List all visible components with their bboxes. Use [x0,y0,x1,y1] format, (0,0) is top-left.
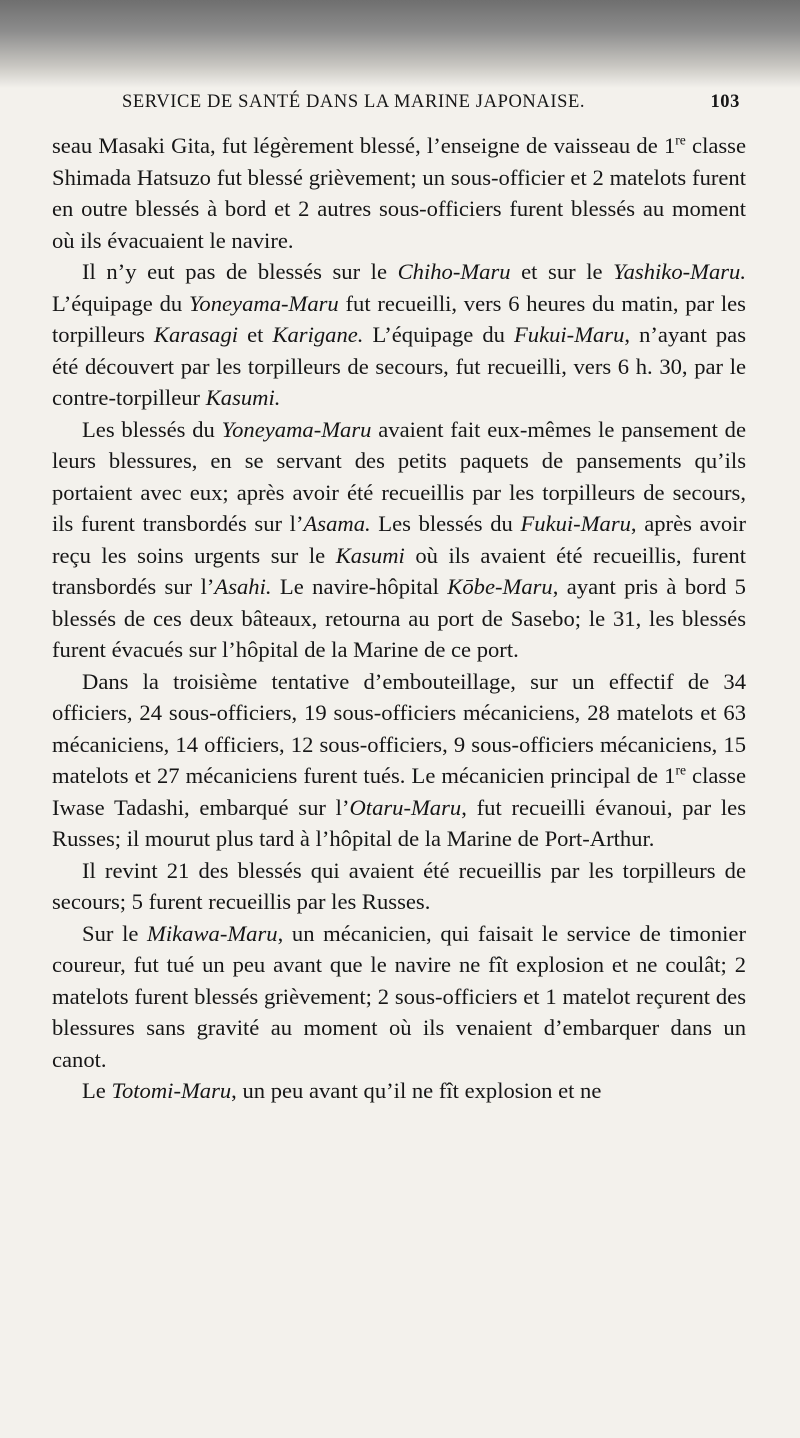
scan-top-band [0,0,800,88]
superscript-ordinal: re [675,762,686,778]
book-page [52,86,746,1107]
ship-name: Totomi-Maru [111,1078,232,1103]
ship-name: Yashiko-Maru. [613,259,746,284]
ship-name: Chiho-Maru [397,259,511,284]
ship-name: Yoneyama-Maru [188,290,339,316]
text-run: Sur le [82,920,148,946]
text-run: Le navire-hôpital [271,574,448,599]
paragraph [52,855,746,918]
page-header [52,86,746,126]
paragraph [52,256,746,414]
ship-name: Kasumi. [205,385,281,410]
text-run: Le [82,1078,112,1103]
text-run: L’équipage du [363,322,514,347]
text-run: , ayant pris à bord 5 blessés de ces deux bâteaux, retourna au port de Sasebo; le 31, les blessés furent évacués sur l’hôpital de la Marine de ce port. [52,574,746,662]
paragraph [52,414,746,666]
text-run: , après avoir reçu les soins urgents sur le [52,511,746,568]
text-run: et [238,322,273,347]
ship-name: Karasagi [153,322,239,347]
text-run: seau Masaki Gita, fut légèrement blessé, l’enseigne de vaisseau de 1 [52,133,676,158]
text-run: avaient fait eux-mêmes le pansement de leurs blessures, en se servant des petits paquets de pansements qu’ils portaient avec eux; après avoir été recueillis par les torpilleurs de secours, ils furent transbordés sur l’ [52,416,746,536]
text-run: fut recueilli, vers 6 heures du matin, par les torpilleurs [52,290,746,347]
ship-name: Karigane. [272,322,364,347]
text-run: Les blessés du [370,511,521,536]
text-run: L’équipage du [52,290,189,316]
text-run: Il revint 21 des blessés qui avaient été recueillis par les torpilleurs de secours; 5 furent recueillis par les Russes. [52,857,746,914]
page-number: 103 [710,92,740,112]
text-run: Dans la troisième tentative d’embouteillage, sur un effectif de 34 officiers, 24 sous-officiers, 19 sous-officiers mécaniciens, 28 matelots et 63 mécaniciens, 14 officiers, 12 sous-officiers, 9 sous-officiers mécaniciens, 15 matelots et 27 mécaniciens furent tués. Le mécanicien principal de 1 [52,668,746,788]
ship-name: Otaru-Maru [349,794,462,820]
text-run: classe Shimada Hatsuzo fut blessé grièvement; un sous-officier et 2 matelots furent en outre blessés à bord et 2 autres sous-officiers furent blessés au moment où ils évacuaient le navire. [52,133,746,253]
text-run: , fut recueilli évanoui, par les Russes; il mourut plus tard à l’hôpital de la Marine de Port-Arthur. [52,794,746,851]
superscript-ordinal: re [675,132,686,148]
ship-name: Fukui-Maru [520,511,631,536]
paragraph [52,918,746,1076]
text-run: classe Iwase Tadashi, embarqué sur l’ [52,763,746,820]
page-body [52,130,746,1107]
text-run: , n’ayant pas été découvert par les torpilleurs de secours, fut recueilli, vers 6 h. 30, par le contre-torpilleur [52,322,746,410]
running-title: SERVICE DE SANTÉ DANS LA MARINE JAPONAISE. [122,92,586,112]
paragraph [52,130,746,256]
ship-name: Kasumi [335,542,405,568]
paragraph [52,666,746,855]
ship-name: Asama. [303,511,371,536]
text-run: Il n’y eut pas de blessés sur le [82,259,398,284]
text-run: et sur le [510,259,614,284]
text-run: , un mécanicien, qui faisait le service de timonier coureur, fut tué un peu avant que le navire ne fît explosion et ne coulât; 2 matelots furent blessés grièvement; 2 sous-officiers et 1 matelot reçurent des blessures sans gravité au moment où ils venaient d’embarquer dans un canot. [52,920,746,1072]
text-run: où ils avaient été recueillis, furent transbordés sur l’ [52,542,746,599]
text-run: Les blessés du [82,416,222,442]
paragraph [52,1075,746,1107]
ship-name: Kōbe-Maru [447,574,553,599]
ship-name: Mikawa-Maru [147,920,278,946]
text-run: , un peu avant qu’il ne fît explosion et ne [231,1078,602,1103]
ship-name: Yoneyama-Maru [221,416,372,442]
ship-name: Fukui-Maru [513,322,625,347]
ship-name: Asahi. [214,574,272,599]
